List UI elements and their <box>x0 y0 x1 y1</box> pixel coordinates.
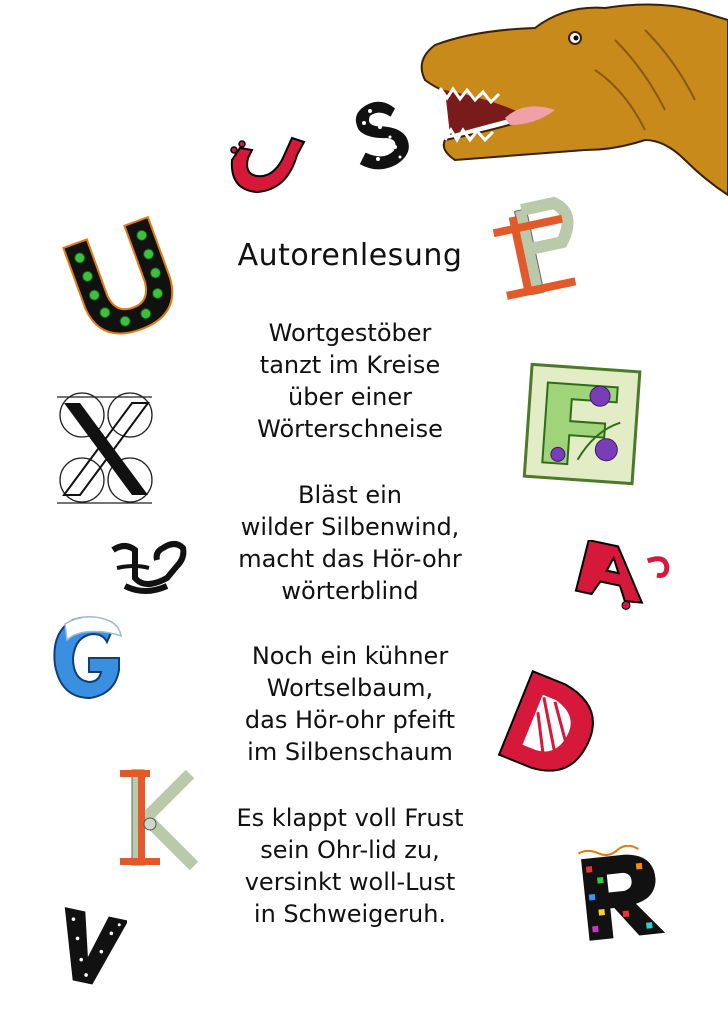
poem-line: macht das Hör-ohr <box>238 545 462 573</box>
poem-line: wörterblind <box>281 577 419 605</box>
poem-stanza-1 <box>0 317 700 445</box>
letter-s-icon <box>350 97 412 172</box>
page-title: Autorenlesung <box>237 238 463 273</box>
letter-u-icon <box>222 130 312 200</box>
poem-line: sein Ohr-lid zu, <box>260 836 440 864</box>
poem-line: das Hör-ohr pfeift <box>244 706 456 734</box>
poem-stanza-3 <box>0 640 700 768</box>
poem-line: Wortselbaum, <box>266 674 434 702</box>
poem-line: Wortgestöber <box>268 319 432 347</box>
poem-line: Noch ein kühner <box>251 642 449 670</box>
poem-stanza-4 <box>0 802 700 930</box>
poem-line: Es klappt voll Frust <box>236 804 464 832</box>
poem-line: in Schweigeruh. <box>253 900 447 928</box>
poem-line: versinkt woll-Lust <box>244 868 456 896</box>
poem-line: Wörterschneise <box>257 415 443 443</box>
poem-line: wilder Silbenwind, <box>240 513 460 541</box>
dinosaur-illustration <box>415 0 728 200</box>
poem-line: über einer <box>288 383 412 411</box>
poem-line: im Silbenschaum <box>247 738 453 766</box>
poem-line: Bläst ein <box>297 481 403 509</box>
poem-stanza-2 <box>0 479 700 607</box>
poem-line: tanzt im Kreise <box>259 351 441 379</box>
